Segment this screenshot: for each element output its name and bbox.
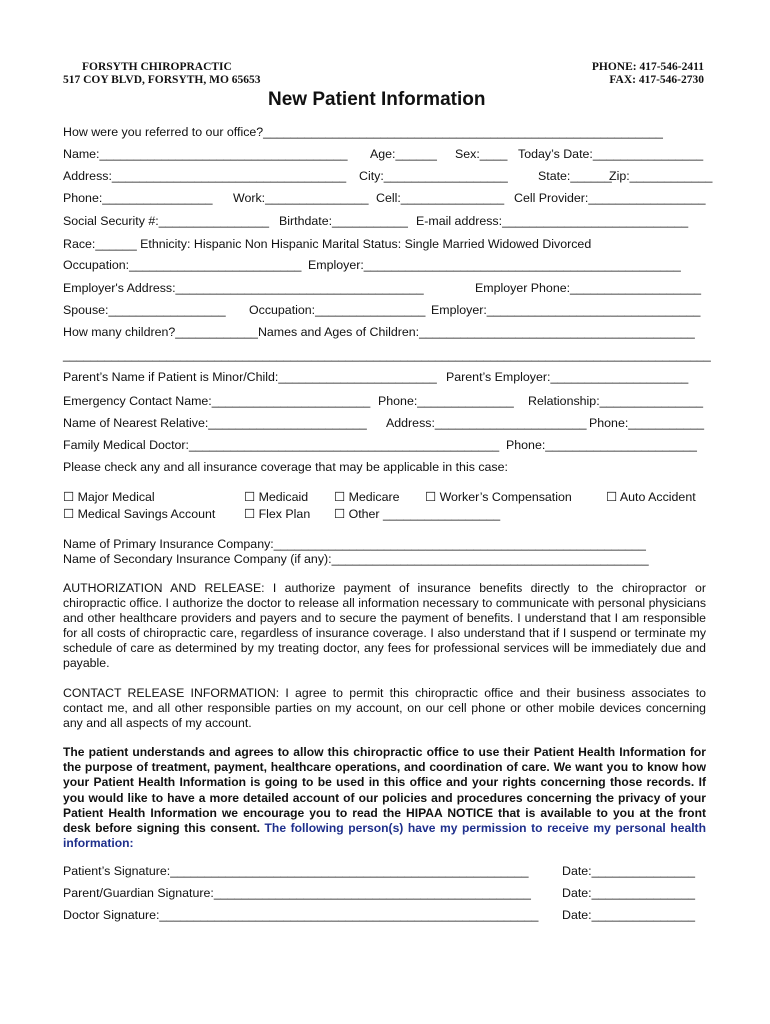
name-field[interactable]: Name:____________________________________: [63, 147, 348, 161]
race-ethnicity-marital-field[interactable]: Race:______ Ethnicity: Hispanic Non Hispanic Marital Status: Single Married Widowed Divorced: [63, 237, 592, 251]
spouse-field[interactable]: Spouse:_________________: [63, 303, 226, 317]
emergency-phone-field[interactable]: Phone:______________: [378, 394, 514, 408]
checkbox-icon[interactable]: ☐: [244, 490, 256, 504]
work-phone-field[interactable]: Work:_______________: [233, 191, 369, 205]
doctor-phone-field[interactable]: Phone:______________________: [506, 438, 697, 452]
major-medical-option[interactable]: ☐ Major Medical: [63, 490, 155, 504]
referred-field[interactable]: How were you referred to our office?__________________________________________________________: [63, 125, 663, 139]
medical-savings-option[interactable]: ☐ Medical Savings Account: [63, 507, 216, 521]
parent-signature-date-field[interactable]: Date:_______________: [562, 886, 695, 900]
hipaa-permission-text: The following person(s) have my permission to receive my personal health information:: [63, 821, 706, 851]
contact-release-paragraph: CONTACT RELEASE INFORMATION: I agree to permit this chiropractic office and their business associates to contact me, and all other responsible parties on my account, on our cell phone or other mobile devices concerning any and all aspects of my account.: [63, 686, 706, 730]
clinic-address: 517 COY BLVD, FORSYTH, MO 65653: [63, 74, 261, 86]
occupation-field[interactable]: Occupation:_________________________: [63, 258, 302, 272]
medicaid-option[interactable]: ☐ Medicaid: [244, 490, 309, 504]
city-field[interactable]: City:__________________: [359, 169, 508, 183]
relationship-field[interactable]: Relationship:_______________: [528, 394, 703, 408]
checkbox-icon[interactable]: ☐: [63, 490, 75, 504]
email-field[interactable]: E-mail address:___________________________: [416, 214, 689, 228]
relative-phone-field[interactable]: Phone:___________: [589, 416, 705, 430]
workers-comp-option[interactable]: ☐ Worker’s Compensation: [425, 490, 572, 504]
relative-name-field[interactable]: Name of Nearest Relative:_______________________: [63, 416, 367, 430]
todays-date-field[interactable]: Today’s Date:________________: [518, 147, 704, 161]
children-field[interactable]: How many children?____________Names and Ages of Children:________________________________________: [63, 325, 695, 339]
auto-accident-option[interactable]: ☐ Auto Accident: [606, 490, 696, 504]
sex-field[interactable]: Sex:____: [455, 147, 508, 161]
parent-name-field[interactable]: Parent’s Name if Patient is Minor/Child:_______________________: [63, 370, 437, 384]
patient-signature-field[interactable]: Patient’s Signature:____________________________________________________: [63, 864, 529, 878]
children-continuation-field[interactable]: ______________________________________________________________________________________________: [63, 348, 711, 362]
clinic-name: FORSYTH CHIROPRACTIC: [82, 61, 232, 73]
age-field[interactable]: Age:______: [370, 147, 437, 161]
address-field[interactable]: Address:__________________________________: [63, 169, 347, 183]
doctor-signature-field[interactable]: Doctor Signature:_______________________________________________________: [63, 908, 539, 922]
clinic-fax: FAX: 417-546-2730: [609, 74, 704, 86]
medicare-option[interactable]: ☐ Medicare: [334, 490, 400, 504]
birthdate-field[interactable]: Birthdate:___________: [279, 214, 408, 228]
page-title: New Patient Information: [268, 89, 486, 110]
flex-plan-option[interactable]: ☐ Flex Plan: [244, 507, 311, 521]
state-field[interactable]: State:______: [538, 169, 612, 183]
ssn-field[interactable]: Social Security #:________________: [63, 214, 269, 228]
authorization-paragraph: AUTHORIZATION AND RELEASE: I authorize payment of insurance benefits directly to the chiropractor or chiropractic office. I authorize the doctor to release all information necessary to communicate with personal physicians and other healthcare providers and payers and to secure the payment of benefits. I understand that I am responsible for all costs of chiropractic care, regardless of insurance coverage. I also understand that if I suspend or terminate my schedule of care as determined by my treating doctor, any fees for professional services will be immediately due and payable.: [63, 581, 706, 670]
parent-employer-field[interactable]: Parent’s Employer:____________________: [446, 370, 689, 384]
emergency-contact-field[interactable]: Emergency Contact Name:_______________________: [63, 394, 371, 408]
doctor-signature-date-field[interactable]: Date:_______________: [562, 908, 695, 922]
clinic-phone: PHONE: 417-546-2411: [591, 61, 704, 73]
zip-field[interactable]: Zip:____________: [609, 169, 713, 183]
other-option[interactable]: ☐ Other _________________: [334, 507, 501, 521]
cell-phone-field[interactable]: Cell:_______________: [376, 191, 505, 205]
phone-field[interactable]: Phone:________________: [63, 191, 213, 205]
hipaa-paragraph: The patient understands and agrees to allow this chiropractic office to use their Patient Health Information for the purpose of treatment, payment, healthcare operations, and coordination of care. We want you to know how your Patient Health Information is going to be used in this office and your rights concerning those records. If you would like to have a more detailed account of our policies and procedures concerning the privacy of your Patient Health Information we encourage you to read the HIPAA NOTICE that is available to you at the front desk before signing this consent. The following person(s) have my permission to receive my personal health information:: [63, 745, 706, 851]
checkbox-icon[interactable]: ☐: [244, 507, 256, 521]
relative-address-field[interactable]: Address:______________________: [386, 416, 587, 430]
checkbox-icon[interactable]: ☐: [606, 490, 618, 504]
spouse-employer-field[interactable]: Employer:_______________________________: [431, 303, 701, 317]
primary-insurance-field[interactable]: Name of Primary Insurance Company:______________________________________________________: [63, 537, 646, 551]
checkbox-icon[interactable]: ☐: [334, 507, 346, 521]
employer-phone-field[interactable]: Employer Phone:___________________: [475, 281, 701, 295]
parent-signature-field[interactable]: Parent/Guardian Signature:______________________________________________: [63, 886, 531, 900]
patient-signature-date-field[interactable]: Date:_______________: [562, 864, 695, 878]
employer-address-field[interactable]: Employer's Address:____________________________________: [63, 281, 424, 295]
checkbox-icon[interactable]: ☐: [63, 507, 75, 521]
family-doctor-field[interactable]: Family Medical Doctor:_____________________________________________: [63, 438, 500, 452]
checkbox-icon[interactable]: ☐: [425, 490, 437, 504]
secondary-insurance-field[interactable]: Name of Secondary Insurance Company (if any):______________________________________________: [63, 552, 649, 566]
employer-field[interactable]: Employer:______________________________________________: [308, 258, 681, 272]
checkbox-icon[interactable]: ☐: [334, 490, 346, 504]
spouse-occupation-field[interactable]: Occupation:________________: [249, 303, 426, 317]
cell-provider-field[interactable]: Cell Provider:_________________: [514, 191, 706, 205]
